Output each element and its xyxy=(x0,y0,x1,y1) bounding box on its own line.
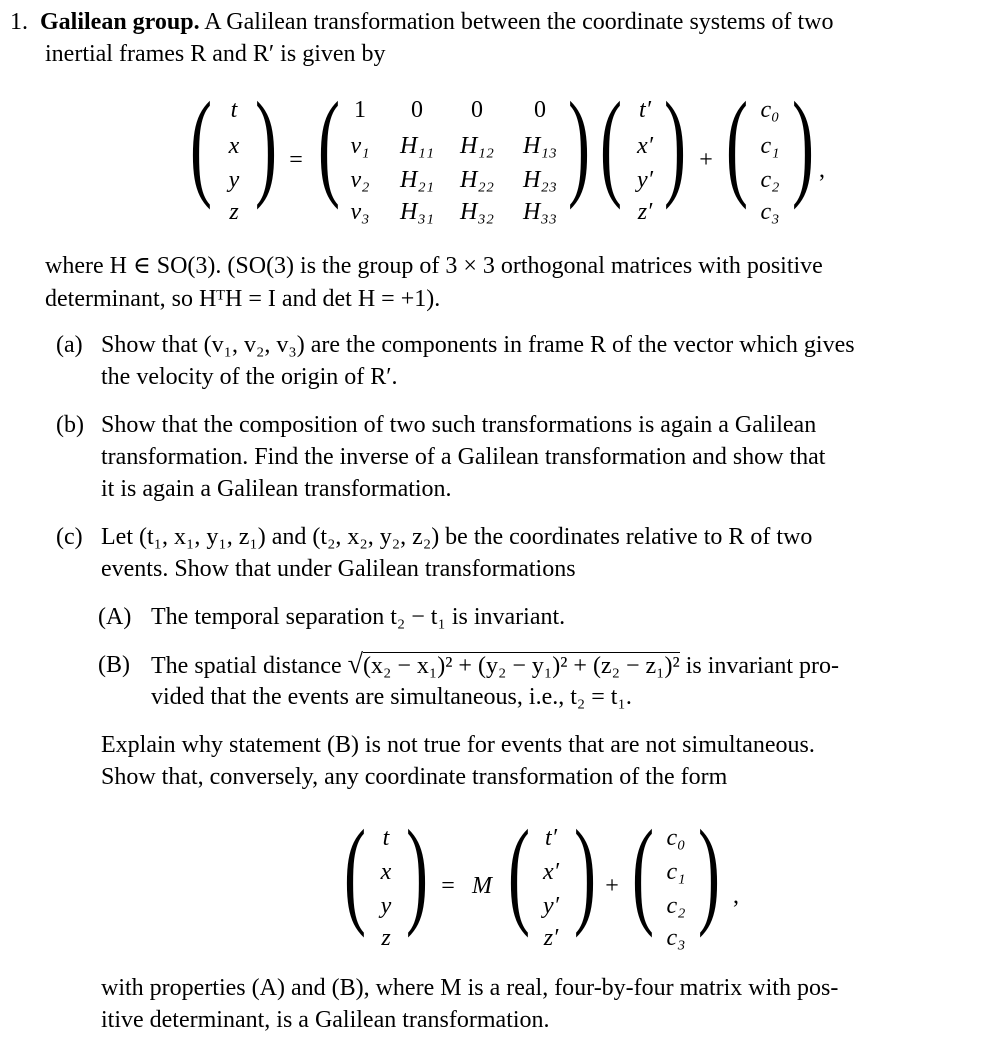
paren-left: ( xyxy=(318,77,340,210)
part-a-line-2: the velocity of the origin of R′. xyxy=(101,364,398,390)
matrix-cell: H₂₂ xyxy=(459,167,495,193)
lhs-x: x xyxy=(228,133,240,159)
paren-left: ( xyxy=(344,805,366,938)
primed-y: y′ xyxy=(637,167,653,193)
paren-right: ) xyxy=(664,77,686,210)
offset-c0: c₀ xyxy=(760,97,780,123)
primed-x: x′ xyxy=(637,133,653,159)
paren-right: ) xyxy=(792,77,814,210)
plus-sign: + xyxy=(699,147,713,173)
final-line-1: with properties (A) and (B), where M is a real, four-by-four matrix with pos- xyxy=(101,975,839,1001)
paren-right: ) xyxy=(568,77,590,210)
part-c-label: (c) xyxy=(56,524,83,550)
statement-b-line-1 xyxy=(151,649,839,682)
statement-b-post: is invariant pro- xyxy=(685,653,839,679)
matrix-cell: v₂ xyxy=(350,167,370,193)
part-c-line-1: Let (t₁, x₁, y₁, z₁) and (t₂, x₂, y₂, z₂) be the coordinates relative to R of two xyxy=(101,524,813,550)
lhs-t: t xyxy=(230,97,238,123)
primed-t: t′ xyxy=(545,825,557,851)
primed-t: t′ xyxy=(639,97,651,123)
matrix-m: M xyxy=(472,873,492,899)
statement-a-text: The temporal separation t₂ − t₁ is invariant. xyxy=(151,604,566,630)
sqrt-expression: (x₂ − x₁)² + (y₂ − y₁)² + (z₂ − z₁)² xyxy=(362,653,680,679)
paren-left: ( xyxy=(726,77,748,210)
paren-right: ) xyxy=(574,805,596,938)
problem-number: 1. xyxy=(10,9,28,35)
matrix-cell: H₁₂ xyxy=(459,133,495,159)
paren-left: ( xyxy=(632,805,654,938)
problem-heading xyxy=(10,6,833,38)
matrix-cell: 0 xyxy=(471,97,483,123)
primed-z: z′ xyxy=(543,925,559,951)
offset-c1: c₁ xyxy=(666,859,686,885)
part-b-label: (b) xyxy=(56,412,84,438)
matrix-cell: v₁ xyxy=(350,133,370,159)
statement-a-label: (A) xyxy=(98,604,132,630)
part-b-line-3: it is again a Galilean transformation. xyxy=(101,476,452,502)
lhs-y: y xyxy=(380,893,392,919)
primed-z: z′ xyxy=(637,199,653,225)
offset-c2: c₂ xyxy=(666,893,686,919)
plus-sign: + xyxy=(605,873,619,899)
matrix-cell: 0 xyxy=(411,97,423,123)
paren-right: ) xyxy=(698,805,720,938)
offset-c3: c₃ xyxy=(666,925,686,951)
equals-sign: = xyxy=(441,873,455,899)
lhs-y: y xyxy=(228,167,240,193)
where-line-1: where H ∈ SO(3). (SO(3) is the group of 3 × 3 orthogonal matrices with positive xyxy=(45,253,823,279)
matrix-cell: H₂₃ xyxy=(522,167,558,193)
lhs-x: x xyxy=(380,859,392,885)
intro-line-2: inertial frames R and R′ is given by xyxy=(45,41,386,67)
part-a-line-1: Show that (v₁, v₂, v₃) are the components in frame R of the vector which gives xyxy=(101,332,855,358)
matrix-cell: H₃₁ xyxy=(399,199,435,225)
matrix-cell: H₁₃ xyxy=(522,133,558,159)
explain-line-1: Explain why statement (B) is not true for events that are not simultaneous. xyxy=(101,732,815,758)
matrix-cell: 1 xyxy=(354,97,366,123)
where-line-2: determinant, so HᵀH = I and det H = +1). xyxy=(45,286,441,312)
equation-comma: , xyxy=(819,157,825,183)
matrix-cell: H₁₁ xyxy=(399,133,435,159)
statement-b-pre: The spatial distance xyxy=(151,653,342,679)
paren-left: ( xyxy=(600,77,622,210)
primed-x: x′ xyxy=(543,859,559,885)
lhs-z: z xyxy=(229,199,239,225)
part-c-line-2: events. Show that under Galilean transformations xyxy=(101,556,576,582)
equation-comma: , xyxy=(733,883,739,909)
offset-c1: c₁ xyxy=(760,133,780,159)
paren-left: ( xyxy=(508,805,530,938)
matrix-cell: v₃ xyxy=(350,199,370,225)
lhs-z: z xyxy=(381,925,391,951)
part-b-line-2: transformation. Find the inverse of a Galilean transformation and show that xyxy=(101,444,826,470)
offset-c0: c₀ xyxy=(666,825,686,851)
primed-y: y′ xyxy=(543,893,559,919)
statement-b-line-2: vided that the events are simultaneous, i.e., t₂ = t₁. xyxy=(151,684,632,710)
paren-right: ) xyxy=(255,77,277,210)
final-line-2: itive determinant, is a Galilean transformation. xyxy=(101,1007,550,1033)
part-b-line-1: Show that the composition of two such transformations is again a Galilean xyxy=(101,412,817,438)
paren-left: ( xyxy=(190,77,212,210)
statement-b-label: (B) xyxy=(98,652,130,678)
lhs-t: t xyxy=(382,825,390,851)
matrix-cell: H₃₃ xyxy=(522,199,558,225)
part-a-label: (a) xyxy=(56,332,83,358)
explain-line-2: Show that, conversely, any coordinate transformation of the form xyxy=(101,764,728,790)
problem-title: Galilean group. xyxy=(40,9,200,35)
offset-c3: c₃ xyxy=(760,199,780,225)
offset-c2: c₂ xyxy=(760,167,780,193)
paren-right: ) xyxy=(406,805,428,938)
matrix-cell: H₃₂ xyxy=(459,199,495,225)
intro-line-1: A Galilean transformation between the coordinate systems of two xyxy=(204,9,834,35)
equals-sign: = xyxy=(289,147,303,173)
matrix-cell: 0 xyxy=(534,97,546,123)
sqrt-sign: √ xyxy=(347,649,363,680)
matrix-cell: H₂₁ xyxy=(399,167,435,193)
